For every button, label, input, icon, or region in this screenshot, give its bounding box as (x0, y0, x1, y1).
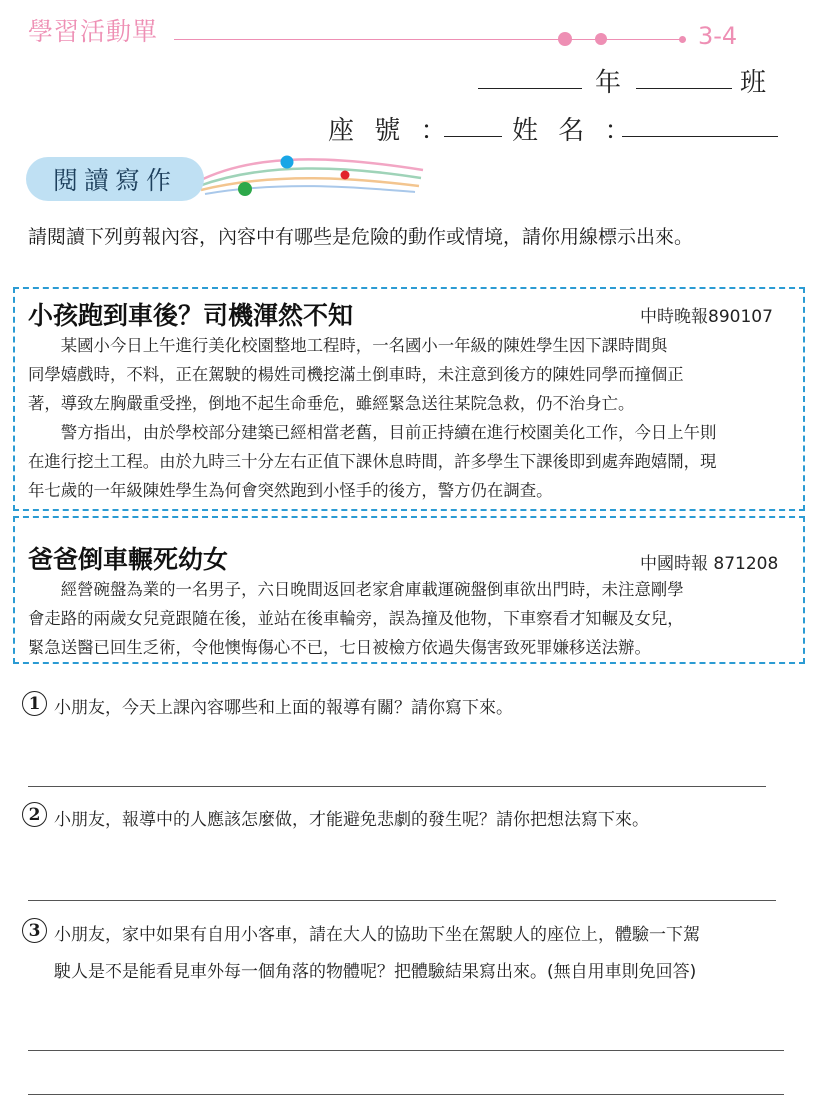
article-line: 會走路的兩歲女兒竟跟隨在後，並站在後車輪旁，誤為撞及他物，下車察看才知輾及女兒， (28, 609, 684, 628)
header-rule (174, 39, 686, 40)
answer-line[interactable] (28, 1050, 784, 1051)
answer-line[interactable] (28, 786, 766, 787)
seat-label: 座 號 ： (328, 116, 453, 146)
question-text: 小朋友，家中如果有自用小客車，請在大人的協助下坐在駕駛人的座位上，體驗一下駕 (54, 925, 700, 945)
class-label: 班 (740, 68, 773, 98)
year-label: 年 (595, 68, 628, 98)
article-line: 同學嬉戲時，不料，正在駕駛的楊姓司機挖滿土倒車時，未注意到後方的陳姓同學而撞個正 (28, 365, 684, 384)
question-text: 駛人是不是能看見車外每一個角落的物體呢？把體驗結果寫出來。(無自用車則免回答) (54, 962, 697, 982)
question-text: 小朋友，今天上課內容哪些和上面的報導有關？請你寫下來。 (54, 698, 513, 718)
article-line: 緊急送醫已回生乏術，令他懊悔傷心不已，七日被檢方依過失傷害致死罪嫌移送法辦。 (28, 638, 651, 657)
article-source: 中國時報 871208 (640, 554, 779, 574)
year-blank[interactable] (478, 88, 582, 89)
class-blank[interactable] (636, 88, 732, 89)
question-number: 1 (22, 691, 47, 716)
name-label: 姓 名 ： (512, 116, 637, 146)
article-source: 中時晚報890107 (640, 307, 773, 327)
article-line: 經營碗盤為業的一名男子，六日晚間返回老家倉庫載運碗盤倒車欲出門時，未注意剛學 (28, 580, 684, 599)
article-line: 某國小今日上午進行美化校園整地工程時，一名國小一年級的陳姓學生因下課時間與 (28, 336, 668, 355)
name-blank[interactable] (622, 136, 778, 137)
question-number: 2 (22, 802, 47, 827)
article-line: 年七歲的一年級陳姓學生為何會突然跑到小怪手的後方，警方仍在調查。 (28, 481, 553, 500)
seat-blank[interactable] (444, 136, 502, 137)
article-line: 警方指出，由於學校部分建築已經相當老舊，目前正持續在進行校園美化工作，今日上午則 (28, 423, 717, 442)
header-dot (558, 32, 572, 46)
instruction-text: 請閱讀下列剪報內容，內容中有哪些是危險的動作或情境，請你用線標示出來。 (28, 226, 694, 248)
question-text: 小朋友，報導中的人應該怎麼做，才能避免悲劇的發生呢？請你把想法寫下來。 (54, 810, 649, 830)
answer-line[interactable] (28, 1094, 784, 1095)
article-line: 著，導致左胸嚴重受挫，倒地不起生命垂危，雖經緊急送往某院急救，仍不治身亡。 (28, 394, 635, 413)
article-title: 小孩跑到車後？司機渾然不知 (28, 301, 354, 330)
swoosh-decoration (195, 148, 430, 206)
sheet-title: 學習活動單 (28, 17, 159, 46)
header-dot (595, 33, 607, 45)
answer-line[interactable] (28, 900, 776, 901)
header-dot (679, 36, 686, 43)
unit-number: 3-4 (698, 22, 738, 50)
article-line: 在進行挖土工程。由於九時三十分左右正值下課休息時間，許多學生下課後即到處奔跑嬉鬧，現 (28, 452, 717, 471)
section-label-reading-writing: 閱讀寫作 (26, 157, 204, 201)
question-number: 3 (22, 918, 47, 943)
article-title: 爸爸倒車輾死幼女 (28, 545, 229, 574)
